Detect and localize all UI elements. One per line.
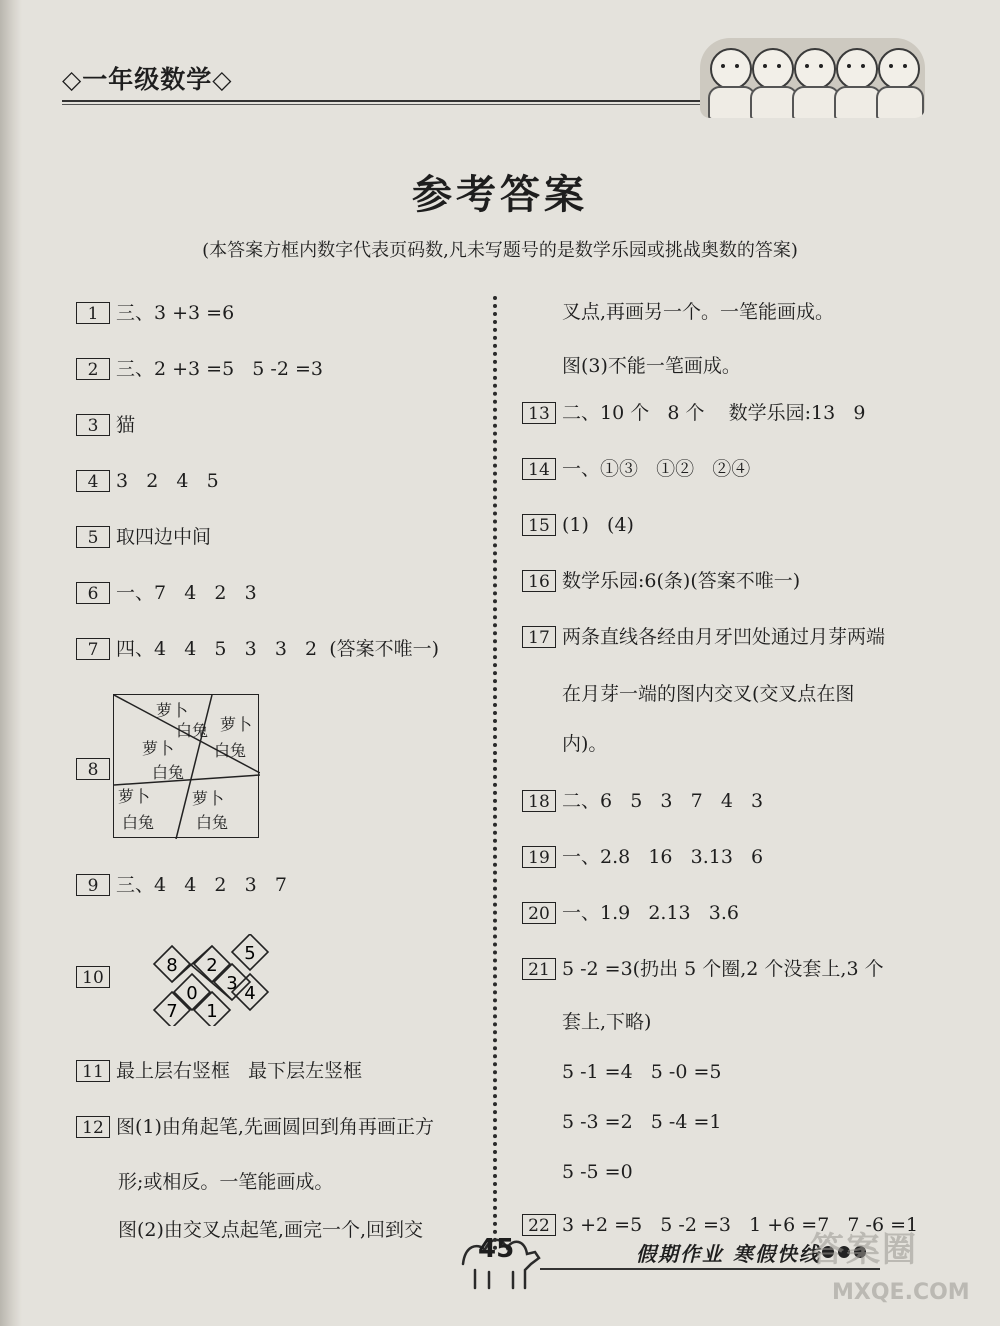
puzzle-digit: 7 [166,1001,178,1022]
page-number-box: 5 [76,526,110,548]
answer-continuation: 叉点,再画另一个。一笔能画成。 [562,301,835,323]
answer-text: 一、2.8 16 3.13 6 [562,846,764,868]
diamond-number-puzzle [150,934,274,1026]
page-number-box: 2 [76,358,110,380]
answer-item [522,510,634,539]
answer-item [522,454,750,483]
watermark-url: MXQE.COM [832,1280,970,1305]
answer-item [76,754,116,782]
kid-body [792,86,840,118]
cell-label: 萝卜 [156,701,189,720]
page-number-box: 10 [76,966,110,988]
page-number: 45 [478,1234,515,1264]
answer-continuation: 套上,下略) [562,1011,652,1033]
cell-label: 萝卜 [142,739,175,758]
kid-body [834,86,882,118]
header-title: ◇一年级数学◇ [62,65,233,94]
cell-label: 萝卜 [118,787,151,806]
page-number-box: 4 [76,470,110,492]
cell-label: 萝卜 [192,789,225,808]
page-number-box: 20 [522,902,556,924]
answer-continuation: 在月芽一端的图内交叉(交叉点在图 [562,683,855,705]
page-number-box: 9 [76,874,110,896]
page-number-box: 13 [522,402,556,424]
kid-body [750,86,798,118]
answer-item [522,898,739,927]
answer-item [76,1056,362,1085]
answer-item [522,786,763,815]
page-number-box: 14 [522,458,556,480]
answer-text: 两条直线各经由月牙凹处通过月芽两端 [562,626,886,648]
series-name: 假期作业 寒假快线 [636,1242,821,1266]
answer-text: 三、3 +3 =6 [116,302,235,324]
page-number-box: 21 [522,958,556,980]
page-number-box: 6 [76,582,110,604]
kid-face [794,48,836,90]
answer-continuation: 内)。 [562,733,608,755]
header-rule-thin [62,104,712,105]
answer-text: 3 2 4 5 [116,470,219,492]
answer-text: 3 +2 =5 5 -2 =3 1 +6 =7 7 -6 =1 [562,1214,919,1236]
puzzle-digit: 4 [244,983,256,1004]
puzzle-digit: 5 [244,943,256,964]
answer-item [76,354,323,383]
answer-text: 最上层右竖框 最下层左竖框 [116,1060,363,1082]
cell-label: 白兔 [196,813,229,832]
puzzle-digit: 3 [226,973,238,994]
answer-text: 三、2 +3 =5 5 -2 =3 [116,358,323,380]
kid-face [878,48,920,90]
answer-text: 图(1)由角起笔,先画圆回到角再画正方 [116,1116,434,1138]
page-number-box: 11 [76,1060,110,1082]
answer-text: 一、7 4 2 3 [116,582,257,604]
kid-face [836,48,878,90]
answer-item [76,298,234,327]
puzzle-digit: 8 [166,955,178,976]
kid-face [752,48,794,90]
cell-label: 白兔 [214,741,247,760]
answer-continuation: 5 -5 =0 [562,1161,633,1183]
answer-item [76,410,135,439]
page-number-box: 15 [522,514,556,536]
page-number-box: 3 [76,414,110,436]
header-rule [62,100,712,102]
answer-item [522,398,865,427]
carrot-rabbit-grid [113,694,259,838]
answer-item [76,466,219,495]
answer-text: 一、①③ ①② ②④ [562,458,751,480]
answer-item [76,1112,434,1141]
page-number-box: 17 [522,626,556,648]
answer-text: 二、6 5 3 7 4 3 [562,790,764,812]
cell-label: 白兔 [176,721,209,740]
answer-text: 四、4 4 5 3 3 2 (答案不唯一) [116,638,440,660]
answer-item [522,622,885,651]
answer-item [522,954,884,983]
answer-item [76,962,116,990]
answer-text: 5 -2 =3(扔出 5 个圈,2 个没套上,3 个 [562,958,884,980]
answer-text: 猫 [116,414,136,436]
answer-item [76,522,211,551]
watermark-logo: 答案圈 [810,1230,918,1270]
answer-text: 二、10 个 8 个 数学乐园:13 9 [562,402,866,424]
answer-item [76,870,287,899]
column-divider [493,296,497,1251]
kid-body [876,86,924,118]
page-number-box: 16 [522,570,556,592]
answer-continuation: 图(2)由交叉点起笔,画完一个,回到交 [118,1219,423,1241]
answer-continuation: 5 -1 =4 5 -0 =5 [562,1061,722,1083]
cell-label: 白兔 [152,763,185,782]
answer-text: (1) (4) [562,514,634,536]
puzzle-digit: 0 [186,983,198,1004]
page-number-box: 18 [522,790,556,812]
page-number-box: 1 [76,302,110,324]
cell-label: 萝卜 [220,715,253,734]
answer-text: 一、1.9 2.13 3.6 [562,902,739,924]
puzzle-digit: 1 [206,1001,218,1022]
puzzle-digit: 2 [206,955,218,976]
answer-item [76,578,257,607]
answer-continuation: 形;或相反。一笔能画成。 [118,1171,334,1193]
page-number-box: 22 [522,1214,556,1236]
answer-text: 数学乐园:6(条)(答案不唯一) [562,570,801,592]
cartoon-kids-illustration [700,38,925,118]
answer-item [76,634,439,663]
answer-item [522,566,800,595]
page-number-box: 8 [76,758,110,780]
answer-text: 取四边中间 [116,526,212,548]
cell-label: 白兔 [122,813,155,832]
page-number-box: 12 [76,1116,110,1138]
kid-face [710,48,752,90]
answer-item [522,842,763,871]
answer-continuation: 5 -3 =2 5 -4 =1 [562,1111,722,1133]
kid-body [708,86,756,118]
page-number-box: 19 [522,846,556,868]
page-number-box: 7 [76,638,110,660]
page-subtitle: (本答案方框内数字代表页码数,凡未写题号的是数学乐园或挑战奥数的答案) [202,240,798,261]
answer-text: 三、4 4 2 3 7 [116,874,287,896]
page-title: 参考答案 [412,172,588,218]
answer-continuation: 图(3)不能一笔画成。 [562,355,741,377]
